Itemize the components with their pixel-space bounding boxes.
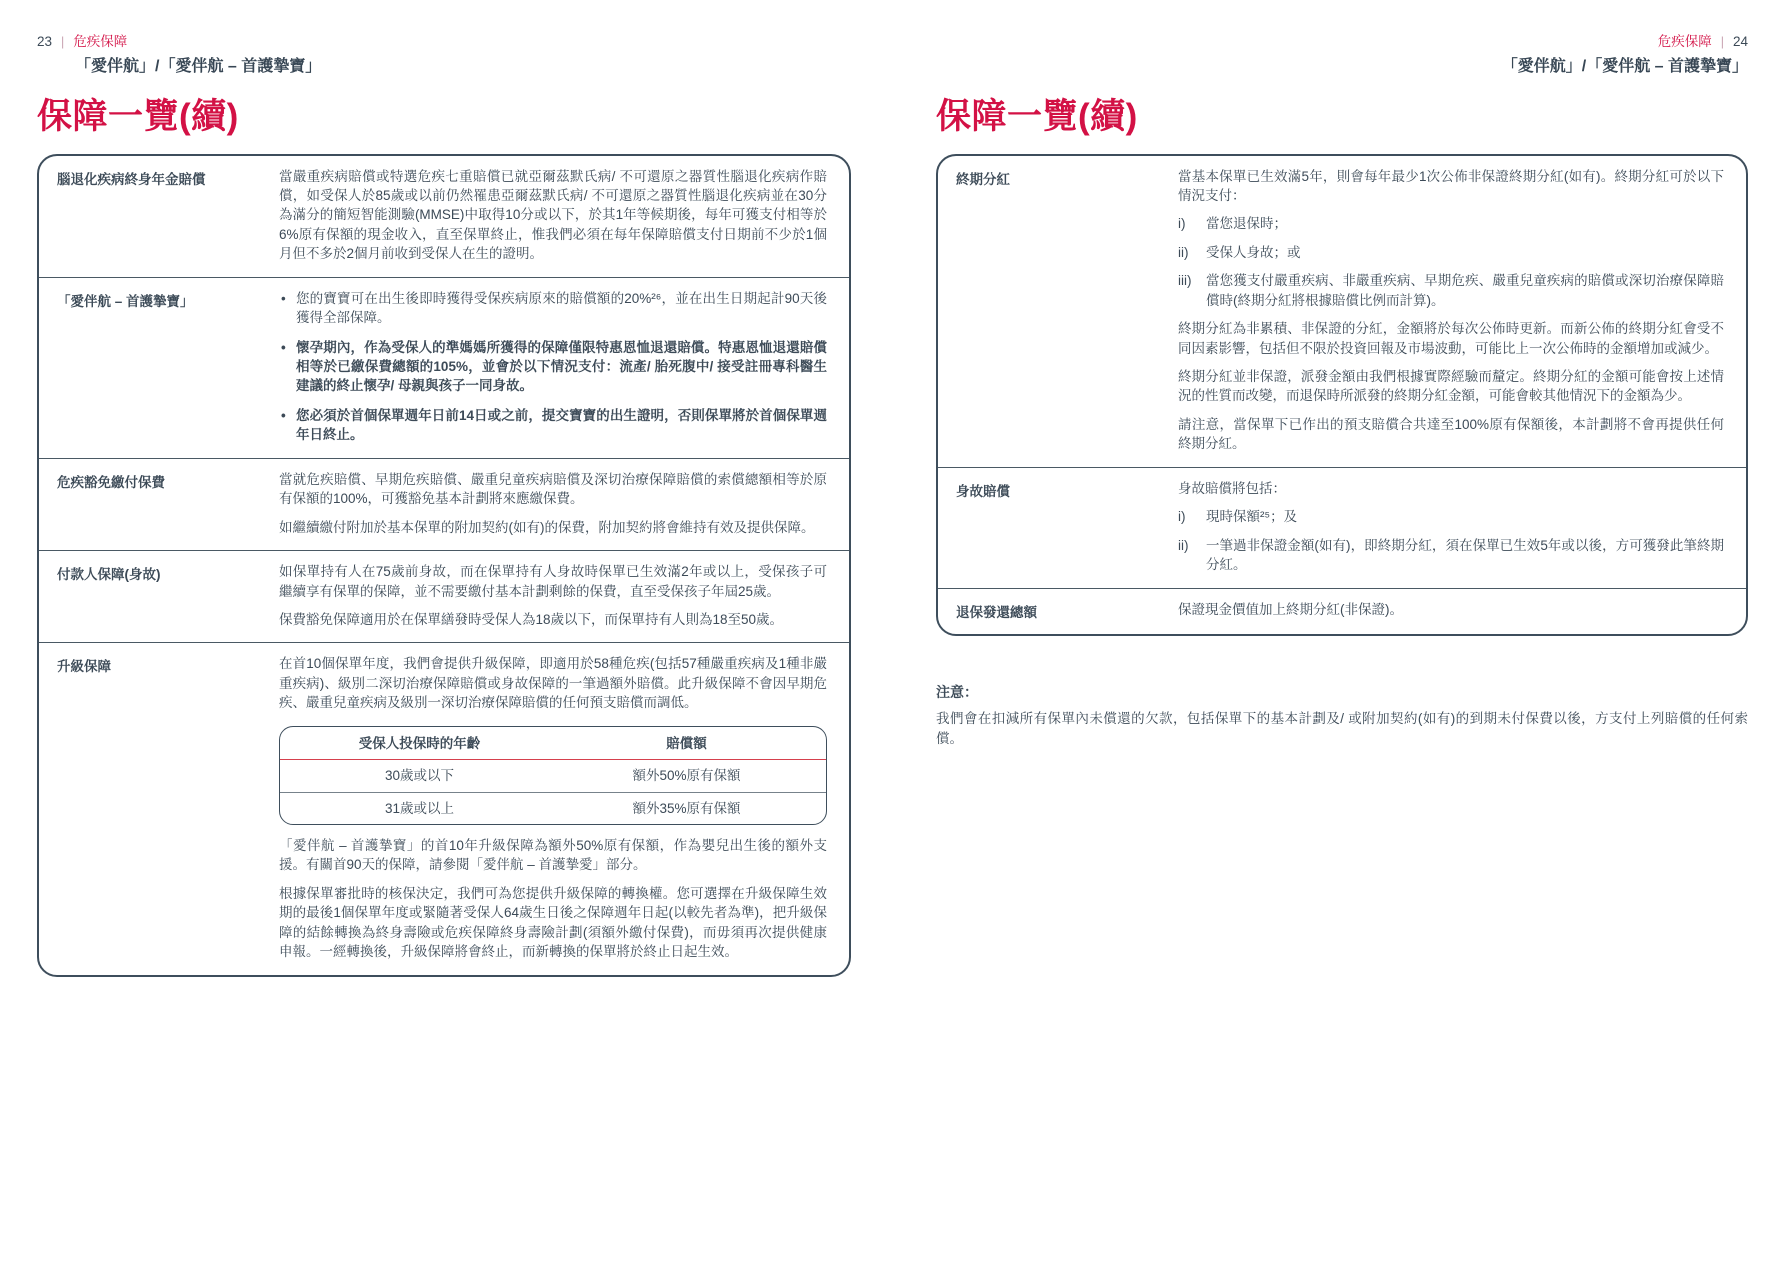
note-heading: 注意： — [936, 683, 978, 700]
numbered-item — [1178, 536, 1724, 575]
paragraph: 請注意，當保單下已作出的預支賠償合共達至100%原有保額後，本計劃將不會再提供任何終期分紅。 — [1178, 416, 1724, 452]
table-header-row — [280, 727, 826, 760]
page-24 — [936, 30, 1748, 749]
numbered-item — [1178, 271, 1724, 310]
benefit-row-death-benefit — [938, 467, 1746, 588]
paragraph: 根據保單審批時的核保決定，我們可為您提供升級保障的轉換權。您可選擇在升級保障生效期的最後1個保單年度或緊隨著受保人64歲生日後之保障週年日起(以較先者為準)，把升級保障的結餘轉換為終身壽險或危疾保障終身壽險計劃(須額外繳付保費)，而毋須再次提供健康申報。一經轉換後，升級保障將會終止，而新轉換的保單將於終止日起生效。 — [279, 885, 827, 960]
note-section — [936, 682, 1748, 750]
row-content — [1178, 479, 1724, 575]
paragraph: 當基本保單已生效滿5年，則會每年最少1次公佈非保證終期分紅(如有)。終期分紅可於以下情況支付： — [1178, 168, 1724, 203]
paragraph: 保證現金價值加上終期分紅(非保證)。 — [1178, 601, 1403, 617]
benefit-row-baby-protect — [39, 277, 849, 458]
benefits-box — [37, 154, 851, 977]
table-cell: 額外35%原有保額 — [632, 800, 741, 816]
row-label: 終期分紅 — [956, 171, 1010, 187]
header-divider: | — [61, 35, 65, 49]
paragraph: 身故賠償將包括： — [1178, 480, 1286, 496]
section-label: 危疾保障 — [1657, 34, 1712, 49]
paragraph: 如保單持有人在75歲前身故，而在保單持有人身故時保單已生效滿2年或以上，受保孩子可繼續享有保單的保障，並不需要繳付基本計劃剩餘的保費，直至受保孩子年屆25歲。 — [279, 564, 827, 599]
row-content — [279, 654, 827, 961]
item-number: ii) — [1178, 244, 1189, 260]
table-row — [280, 792, 826, 824]
page-title: 保障一覽(續) — [936, 97, 1138, 136]
bullet-item: • 您的寶寶可在出生後即時獲得受保疾病原來的賠償額的20%²⁶，並在出生日期起計90天後獲得全部保障。 — [279, 289, 827, 328]
paragraph: 如繼續繳付附加於基本保單的附加契約(如有)的保費，附加契約將會維持有效及提供保障。 — [279, 519, 815, 535]
row-content — [279, 470, 827, 537]
item-number: i) — [1178, 216, 1186, 232]
item-number: i) — [1178, 509, 1186, 525]
benefits-box — [936, 154, 1748, 636]
row-content — [1178, 600, 1724, 621]
row-label: 升級保障 — [57, 659, 111, 675]
row-content — [279, 167, 827, 264]
item-number: ii) — [1178, 537, 1189, 553]
row-label: 腦退化疾病終身年金賠償 — [57, 171, 206, 187]
note-text: 我們會在扣減所有保單內未償還的欠款，包括保單下的基本計劃及/ 或附加契約(如有)的到期未付保費以後，方支付上列賠償的任何索償。 — [936, 710, 1748, 746]
paragraph: 當就危疾賠償、早期危疾賠償、嚴重兒童疾病賠償及深切治療保障賠償的索償總額相等於原有保額的100%，可獲豁免基本計劃將來應繳保費。 — [279, 471, 827, 507]
page-header — [37, 30, 851, 50]
paragraph: 「愛伴航 – 首護摯寶」的首10年升級保障為額外50%原有保額，作為嬰兒出生後的額外支援。有關首90天的保障，請參閱「愛伴航 – 首護摯愛」部分。 — [279, 838, 827, 873]
item-text: 受保人身故；或 — [1206, 244, 1301, 260]
table-header-cell: 賠償額 — [666, 735, 707, 751]
row-content — [279, 562, 827, 629]
table-cell: 31歲或以上 — [384, 800, 455, 816]
table-cell: 額外50%原有保額 — [632, 768, 741, 784]
item-text: 現時保額²⁵；及 — [1206, 509, 1298, 525]
row-label: 危疾豁免繳付保費 — [57, 474, 165, 490]
upgrade-benefit-table — [279, 726, 827, 825]
paragraph: 保費豁免保障適用於在保單繕發時受保人為18歲以下，而保單持有人則為18至50歲。 — [279, 611, 784, 627]
paragraph: 在首10個保單年度，我們會提供升級保障，即適用於58種危疾(包括57種嚴重疾病及1種非嚴重疾病)、級別二深切治療保障賠償或身故保障的一筆過額外賠償。此升級保障不會因早期危疾、嚴重兒童疾病及級別一深切治療保障賠償的任何預支賠償而調低。 — [279, 656, 827, 711]
numbered-item — [1178, 214, 1724, 233]
numbered-item — [1178, 243, 1724, 262]
page-title: 保障一覽(續) — [37, 97, 239, 136]
benefit-row-surrender-value — [938, 588, 1746, 634]
benefit-row-dementia-annuity — [39, 156, 849, 277]
table-header-cell: 受保人投保時的年齡 — [358, 735, 481, 751]
bullet-item: • 懷孕期內，作為受保人的準媽媽所獲得的保障僅限特惠恩恤退還賠償。特惠恩恤退還賠償相等於已繳保費總額的105%，並會於以下情況支付：流產/ 胎死腹中/ 接受註冊專科醫生建議的終止懷孕/ 母親與孩子一同身故。 — [279, 338, 827, 396]
item-text: 當您退保時； — [1206, 216, 1287, 232]
page-23 — [37, 30, 851, 977]
benefit-row-premium-waiver — [39, 458, 849, 550]
row-label: 退保發還總額 — [956, 604, 1037, 620]
row-label: 身故賠償 — [956, 483, 1010, 499]
product-subtitle: 「愛伴航」/「愛伴航 – 首護摯寶」 — [75, 58, 322, 75]
table-row — [280, 760, 826, 791]
paragraph: 終期分紅為非累積、非保證的分紅，金額將於每次公佈時更新。而新公佈的終期分紅會受不同因素影響，包括但不限於投資回報及市場波動，可能比上一次公佈時的金額增加或減少。 — [1178, 321, 1724, 356]
row-content — [1178, 167, 1724, 454]
benefit-row-payor-benefit — [39, 550, 849, 642]
paragraph: 終期分紅並非保證，派發金額由我們根據實際經驗而釐定。終期分紅的金額可能會按上述情況的性質而改變，而退保時所派發的終期分紅金額，可能會較其他情況下的金額為少。 — [1178, 369, 1724, 404]
paragraph: 當嚴重疾病賠償或特選危疾七重賠償已就亞爾茲默氏病/ 不可還原之器質性腦退化疾病作賠償，如受保人於85歲或以前仍然罹患亞爾茲默氏病/ 不可還原之器質性腦退化疾病並在30分為滿分的簡短智能測驗(MMSE)中取得10分或以下，於其1年等候期後，每年可獲支付相等於6%原有保額的現金收入，直至保單終止，惟我們必須在每年保障賠償支付日期前不少於1個月但不多於2個月前收到受保人在生的證明。 — [279, 168, 827, 262]
item-text: 當您獲支付嚴重疾病、非嚴重疾病、早期危疾、嚴重兒童疾病的賠償或深切治療保障賠償時(終期分紅將根據賠償比例而計算)。 — [1206, 273, 1724, 308]
benefit-row-terminal-dividend — [938, 156, 1746, 467]
table-cell: 30歲或以下 — [384, 768, 455, 784]
page-header — [936, 30, 1748, 50]
item-number: iii) — [1178, 273, 1192, 289]
row-label: 「愛伴航 – 首護摯寶」 — [57, 293, 194, 309]
page-number: 23 — [37, 34, 53, 49]
product-subtitle: 「愛伴航」/「愛伴航 – 首護摯寶」 — [1501, 58, 1748, 75]
header-divider: | — [1720, 35, 1724, 49]
benefit-row-upgraded-protection — [39, 642, 849, 974]
item-text: 一筆過非保證金額(如有)，即終期分紅，須在保單已生效5年或以後，方可獲發此筆終期分紅。 — [1206, 537, 1724, 573]
page-number: 24 — [1732, 34, 1748, 49]
row-content — [279, 289, 827, 445]
section-label: 危疾保障 — [73, 34, 128, 49]
numbered-item — [1178, 507, 1724, 526]
row-label: 付款人保障(身故) — [57, 567, 161, 583]
bullet-item: • 您必須於首個保單週年日前14日或之前，提交寶寶的出生證明，否則保單將於首個保單週年日終止。 — [279, 406, 827, 445]
